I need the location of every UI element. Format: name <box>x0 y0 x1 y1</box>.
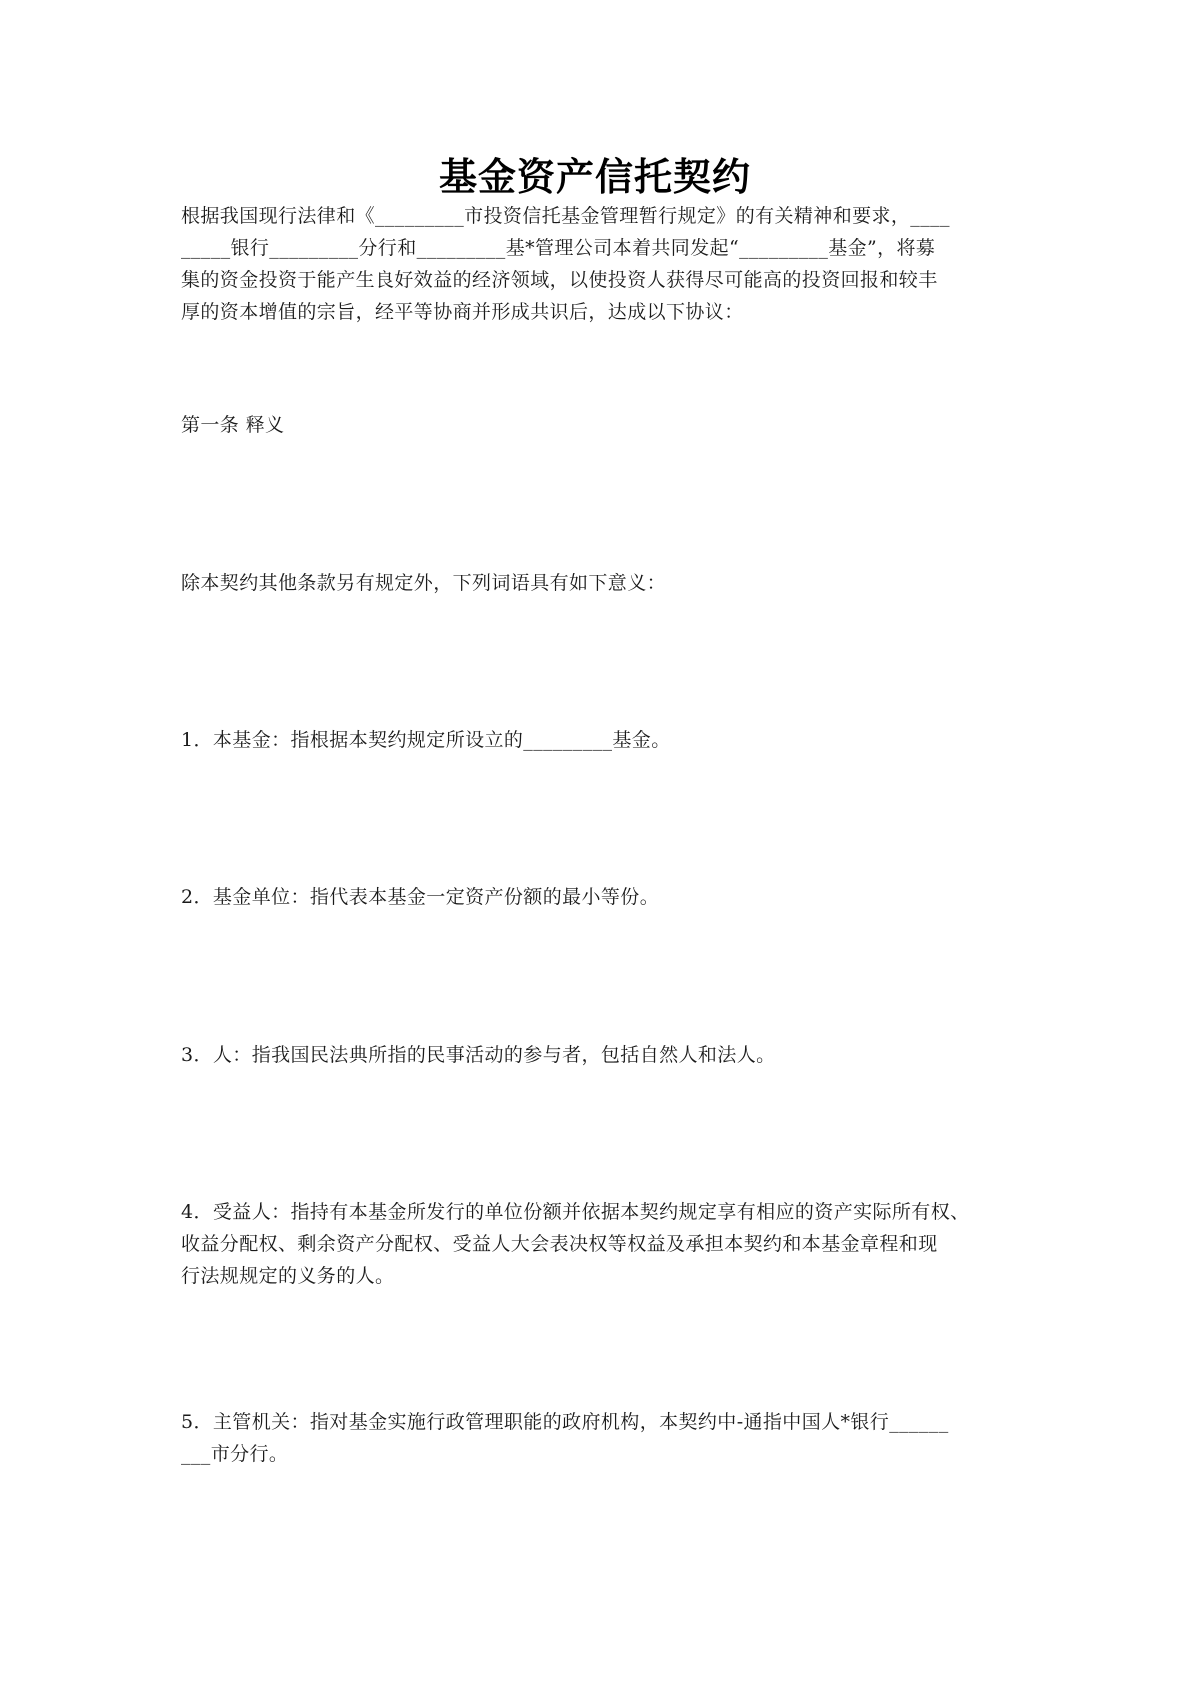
definition-line: 2．基金单位：指代表本基金一定资产份额的最小等份。 <box>181 886 660 908</box>
definition-line: 行法规规定的义务的人。 <box>181 1265 395 1287</box>
preamble-line: _____银行_________分行和_________基*管理公司本着共同发起“_________基金”，将募 <box>181 237 936 259</box>
article-1-intro: 除本契约其他条款另有规定外，下列词语具有如下意义： <box>181 572 667 594</box>
definition-line: 5．主管机关：指对基金实施行政管理职能的政府机构，本契约中-通指中国人*银行______ <box>181 1411 949 1433</box>
preamble-line: 厚的资本增值的宗旨，经平等协商并形成共识后，达成以下协议： <box>181 301 744 323</box>
article-intro <box>181 567 1017 599</box>
preamble-line: 集的资金投资于能产生良好效益的经济领域，以使投资人获得尽可能高的投资回报和较丰 <box>181 269 938 291</box>
preamble-paragraph <box>181 200 1017 328</box>
definition-item-3 <box>181 1039 1017 1071</box>
definition-item-4 <box>181 1196 1017 1292</box>
definition-item-1 <box>181 724 1017 756</box>
definition-line: ___市分行。 <box>181 1443 289 1465</box>
definition-item-5 <box>181 1406 1017 1470</box>
definition-line: 收益分配权、剩余资产分配权、受益人大会表决权等权益及承担本契约和本基金章程和现 <box>181 1233 938 1255</box>
definition-line: 1．本基金：指根据本契约规定所设立的_________基金。 <box>181 729 671 751</box>
article-heading <box>181 409 1017 441</box>
document-title: 基金资产信托契约 <box>438 155 751 199</box>
definition-item-2 <box>181 881 1017 913</box>
preamble-line: 根据我国现行法律和《_________市投资信托基金管理暂行规定》的有关精神和要求，____ <box>181 205 950 227</box>
definition-line: 4．受益人：指持有本基金所发行的单位份额并依据本契约规定享有相应的资产实际所有权、 <box>181 1201 970 1223</box>
definition-line: 3．人：指我国民法典所指的民事活动的参与者，包括自然人和法人。 <box>181 1044 776 1066</box>
article-1-heading: 第一条 释义 <box>181 414 285 436</box>
